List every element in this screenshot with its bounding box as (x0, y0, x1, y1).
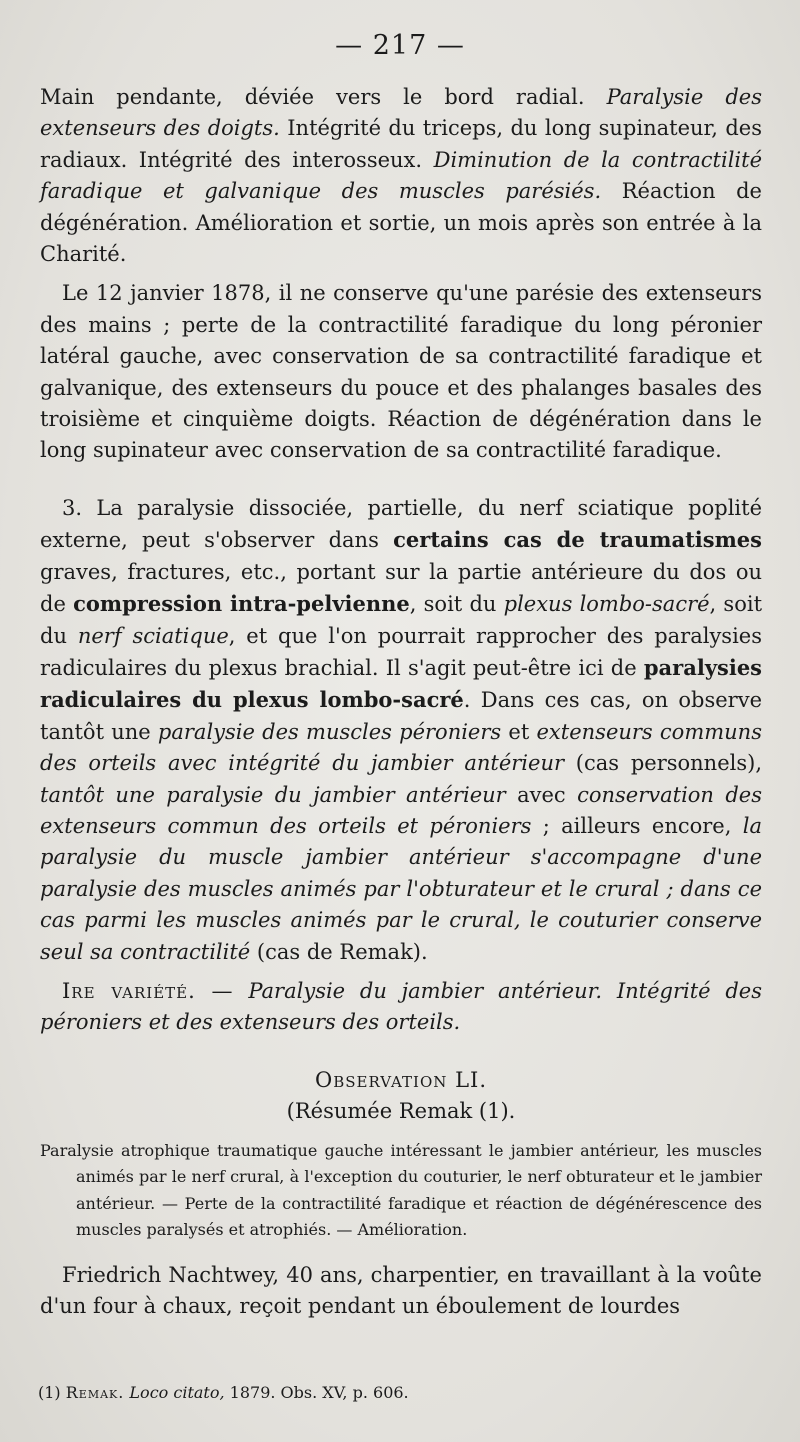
p3-t3: , soit du (409, 592, 504, 617)
paragraph-1-text-3: Réaction de dégénération. Amélioration et sortie, un mois après son entrée à la Charité. (40, 179, 762, 267)
paragraph-3 (40, 493, 762, 968)
paragraph-1-text-1: Main pendante, déviée vers le bord radial. (40, 85, 607, 109)
paragraph-4: Friedrich Nachtwey, 40 ans, charpentier, en travaillant à la voûte d'un four à chaux, reçoit pendant un éboulement de lourdes (40, 1262, 762, 1318)
p3-t8: (cas personnels), (564, 751, 762, 776)
paragraph-1-emphasis-1: Paralysie des extenseurs des doigts. (40, 85, 762, 141)
observation-subtitle: (Résumée Remak (1). (286, 1099, 516, 1124)
footnote (38, 1381, 758, 1405)
variety-label: Ire variété. — (62, 978, 234, 1003)
footnote-marker: (1) (38, 1383, 66, 1402)
p3-t11: (cas de Remak). (250, 939, 428, 964)
variety-heading (40, 976, 762, 1039)
page-number: — 217 — (335, 30, 465, 61)
p3-t10: ; ailleurs encore, (531, 813, 743, 838)
p3-e5: tantôt une paralysie du jambier antérieur (40, 782, 506, 807)
p3-t6: . Dans ces cas, on observe tantôt une (40, 688, 762, 744)
p3-t5: , et que l'on pourrait rapprocher des paralysies radiculaires du plexus brachial. Il s'agit peut-être ici de (40, 623, 763, 680)
p3-b3: paralysies radiculaires du plexus lombo-sacré (40, 654, 762, 713)
paragraph-1-emphasis-2: Diminution de la contractilité faradique et galvanique des muscles parésiés. (40, 147, 762, 204)
footnote-rest: 1879. Obs. XV, p. 606. (224, 1383, 409, 1402)
paragraph-1-text-2: Intégrité du triceps, du long supinateur, des radiaux. Intégrité des interosseux. (40, 116, 762, 172)
observation-summary: Paralysie atrophique traumatique gauche intéressant le jambier antérieur, les muscles animés par le nerf crural, à l'exception du couturier, le nerf obturateur et le jambier antérieur. — Perte de la contractilité faradique et réaction de dégénérescence des muscles paralysés et atrophiés. — Amélioration. (40, 1140, 762, 1240)
p3-t9: avec (505, 782, 578, 807)
observation-title: Observation LI. (315, 1067, 487, 1092)
page-body (40, 82, 762, 1322)
footnote-author: Remak. (65, 1383, 125, 1402)
p3-t7: et (501, 719, 537, 744)
paragraph-2: Le 12 janvier 1878, il ne conserve qu'une parésie des extenseurs des mains ; perte de la contractilité faradique du long péronier latéral gauche, avec conservation de sa contractilité faradique et galvanique, des extenseurs du pouce et des phalanges basales des troisième et cinquième doigts. Réaction de dégénération dans le long supinateur avec conservation de sa contractilité faradique. (40, 281, 762, 463)
p3-e2: nerf sciatique (77, 623, 229, 648)
p3-e3: paralysie des muscles péroniers (157, 719, 502, 744)
p3-b2: compression intra-pelvienne (73, 591, 410, 617)
p3-t4: , soit du (40, 592, 763, 648)
variety-text: Paralysie du jambier antérieur. Intégrité des péroniers et des extenseurs des orteils. (40, 978, 762, 1035)
p3-e1: plexus lombo-sacré (503, 592, 710, 617)
paragraph-1 (40, 82, 762, 270)
p3-b1: certains cas de traumatismes (393, 527, 762, 553)
p3-t2: graves, fractures, etc., portant sur la partie antérieure du dos ou de (40, 559, 762, 617)
p3-e4: extenseurs communs des orteils avec intégrité du jambier antérieur (40, 719, 762, 776)
p3-e6: conservation des extenseurs commun des orteils et péroniers (40, 782, 763, 838)
footnote-work: Loco citato, (124, 1383, 225, 1402)
p3-e7: la paralysie du muscle jambier antérieur s'accompagne d'une paralysie des muscles animés par l'obturateur et le crural ; dans ce cas parmi les muscles animés par le crural, le couturier conserve seul sa contractilité (40, 813, 762, 964)
p3-t1: 3. La paralysie dissociée, partielle, du nerf sciatique poplité externe, peut s'observer dans (40, 495, 762, 553)
